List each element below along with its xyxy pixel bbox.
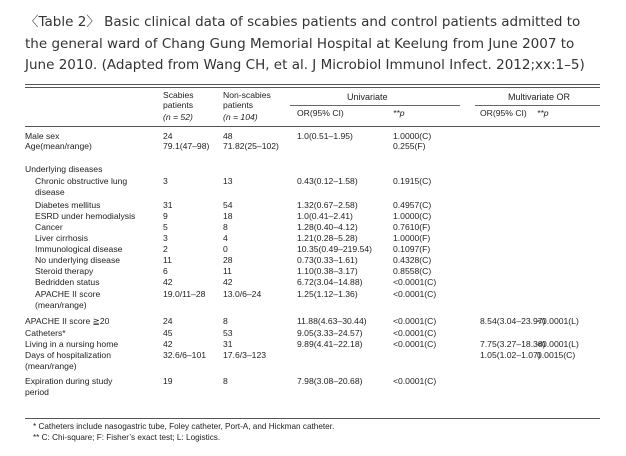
table-cell: 7.75(3.27–18.38) (480, 339, 546, 349)
header-scabies-n: (n = 52) (163, 112, 193, 122)
table-cell: 1.0(0.51–1.95) (297, 131, 353, 141)
table-cell: <0.0001(C) (393, 289, 437, 299)
header-univariate: Univariate (347, 92, 388, 102)
table-cell: 79.1(47–98) (163, 141, 210, 151)
table-cell: 0.255(F) (393, 141, 426, 151)
table-cell: 11 (223, 266, 232, 276)
table-cell: 0.73(0.33–1.61) (297, 255, 358, 265)
table-top-rule-inner (25, 87, 600, 88)
table-cell: 42 (223, 277, 233, 287)
table-cell: 8 (223, 222, 228, 232)
table-cell: 1.32(0.67–2.58) (297, 200, 358, 210)
row-label: Bedridden status (35, 277, 100, 287)
table-cell: 3 (163, 176, 168, 186)
header-nonscabies-n: (n = 104) (223, 112, 258, 122)
table-cell: 9.05(3.33–24.57) (297, 328, 363, 338)
header-scabies-patients: Scabies patients (163, 90, 194, 110)
table-cell: 13 (223, 176, 233, 186)
header-mv-or-ci: OR(95% CI) (480, 108, 527, 118)
row-label: Age(mean/range) (25, 141, 92, 151)
table-cell: 9.89(4.41–22.18) (297, 339, 363, 349)
table-cell: 6 (163, 266, 168, 276)
table-cell: 17.6/3–123 (223, 350, 267, 360)
table-cell: 54 (223, 200, 233, 210)
row-label: Steroid therapy (35, 266, 94, 276)
table-cell: 1.0(0.41–2.41) (297, 211, 353, 221)
table-cell: 10.35(0.49–219.54) (297, 244, 373, 254)
table-cell: 0.7610(F) (393, 222, 431, 232)
table-cell: 13.0/6–24 (223, 289, 262, 299)
table-cell: 19.0/11–28 (163, 289, 206, 299)
table-cell: 2 (163, 244, 168, 254)
footnote-catheters: * Catheters include nasogastric tube, Foley catheter, Port-A, and Hickman catheter. (33, 422, 335, 431)
table-cell: 11 (163, 255, 172, 265)
table-cell: 5 (163, 222, 168, 232)
table-cell: 32.6/6–101 (163, 350, 207, 360)
table-cell: 4 (223, 233, 228, 243)
table-cell: 6.72(3.04–14.88) (297, 277, 363, 287)
clinical-data-table (25, 83, 600, 447)
table-cell: 18 (223, 211, 233, 221)
row-label: Chronic obstructive lung disease (35, 176, 128, 197)
table-cell: 1.10(0.38–3.17) (297, 266, 358, 276)
header-multivariate: Multivariate OR (508, 92, 571, 102)
table-cell: 28 (223, 255, 233, 265)
footnote-tests: ** C: Chi-square; F: Fisher’s exact test; L: Logistics. (33, 433, 221, 442)
table-cell: 8 (223, 316, 228, 326)
header-nonscabies-patients: Non-scabies patients (223, 90, 271, 110)
table-cell: 0.43(0.12–1.58) (297, 176, 358, 186)
table-cell: 1.05(1.02–1.07) (480, 350, 541, 360)
row-label: ESRD under hemodialysis (35, 211, 136, 221)
row-label: Immunological disease (35, 244, 123, 254)
table-cell: 1.28(0.40–4.12) (297, 222, 358, 232)
row-label: Cancer (35, 222, 63, 232)
table-cell: <0.0001(C) (393, 277, 437, 287)
table-cell: 1.0000(F) (393, 233, 431, 243)
table-cell: <0.0001(C) (393, 376, 437, 386)
table-top-rule (25, 84, 600, 85)
table-cell: 0.1915(C) (393, 176, 432, 186)
table-cell: 0 (223, 244, 228, 254)
univariate-underline (290, 105, 460, 106)
row-label: Catheters* (25, 328, 66, 338)
row-label: APACHE II score (mean/range) (35, 289, 101, 310)
row-label: Days of hospitalization (mean/range) (25, 350, 111, 371)
table-cell: 7.98(3.08–20.68) (297, 376, 363, 386)
header-mv-p: **p (537, 108, 549, 118)
row-label: Liver cirrhosis (35, 233, 89, 243)
table-cell: 24 (163, 131, 173, 141)
table-cell: 1.25(1.12–1.36) (297, 289, 358, 299)
row-label: Living in a nursing home (25, 339, 119, 349)
table-cell: <0.0001(C) (393, 339, 437, 349)
table-cell: 0.0015(C) (537, 350, 576, 360)
table-cell: <0.0001(L) (537, 316, 579, 326)
table-cell: 71.82(25–102) (223, 141, 279, 151)
header-or-ci: OR(95% CI) (297, 108, 344, 118)
row-label: APACHE II score ≧20 (25, 316, 110, 326)
table-cell: 3 (163, 233, 168, 243)
table-cell: 8.54(3.04–23.97) (480, 316, 546, 326)
table-cell: 31 (223, 339, 233, 349)
table-bottom-rule (25, 418, 600, 419)
table-cell: 1.0000(C) (393, 211, 432, 221)
table-cell: <0.0001(C) (393, 316, 437, 326)
table-cell: 42 (163, 277, 173, 287)
table-cell: 9 (163, 211, 168, 221)
table-cell: 53 (223, 328, 233, 338)
table-cell: 31 (163, 200, 173, 210)
row-label: Male sex (25, 131, 60, 141)
table-cell: <0.0001(L) (537, 339, 579, 349)
header-p: **p (393, 108, 405, 118)
table-cell: 0.8558(C) (393, 266, 432, 276)
row-label: Expiration during study period (25, 376, 113, 397)
table-cell: 42 (163, 339, 173, 349)
row-label: No underlying disease (35, 255, 121, 265)
table-cell: 24 (163, 316, 173, 326)
table-cell: 45 (163, 328, 173, 338)
table-cell: 0.4328(C) (393, 255, 432, 265)
multivariate-underline (475, 105, 600, 106)
row-label: Diabetes mellitus (35, 200, 101, 210)
header-rule (25, 126, 600, 127)
table-cell: 0.1097(F) (393, 244, 431, 254)
row-label: Underlying diseases (25, 164, 103, 174)
table-caption: 〈Table 2〉 Basic clinical data of scabies patients and control patients admitted to the general ward of Chang Gung Memorial Hospital at Keelung from June 2007 to June 2010. (Adapted from Wang CH, et al. J Microbiol Immunol Infect. 2012;xx:1–5) (25, 14, 585, 73)
table-cell: 19 (163, 376, 173, 386)
table-cell: 1.21(0.28–5.28) (297, 233, 358, 243)
table-cell: 8 (223, 376, 228, 386)
table-cell: <0.0001(C) (393, 328, 437, 338)
table-cell: 48 (223, 131, 233, 141)
table-cell: 11.88(4.63–30.44) (297, 316, 367, 326)
table-cell: 1.0000(C) (393, 131, 432, 141)
table-cell: 0.4957(C) (393, 200, 432, 210)
